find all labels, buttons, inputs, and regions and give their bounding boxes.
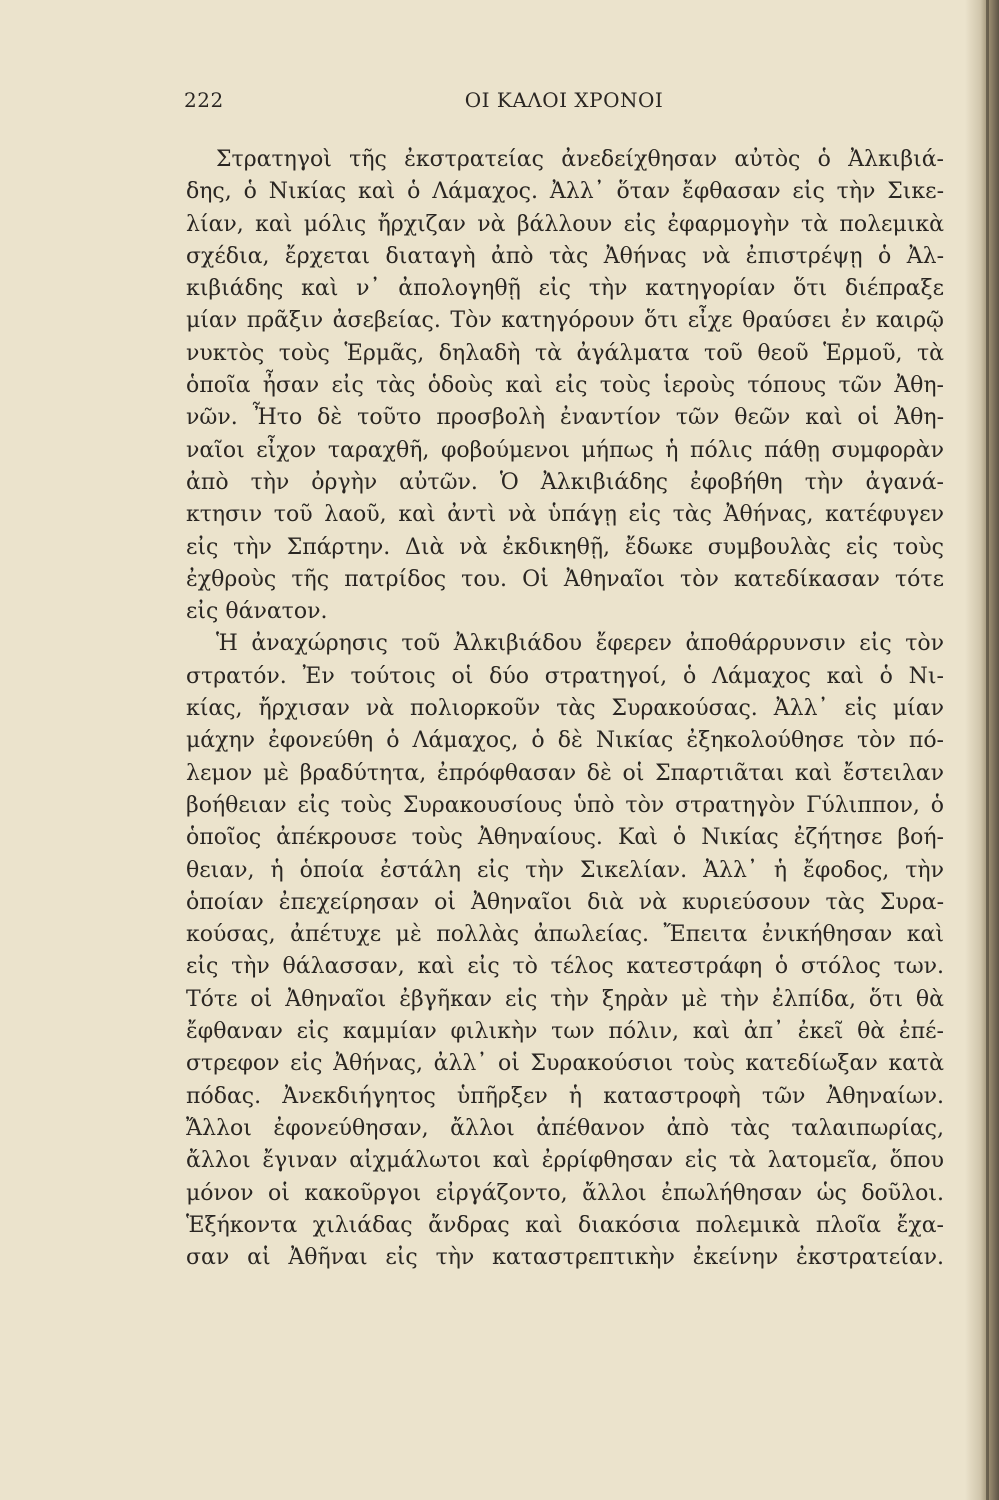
text-line: νυκτὸς τοὺς Ἑρμᾶς, δηλαδὴ τὰ ἀγάλματα τοῦ θεοῦ Ἑρμοῦ, τὰ bbox=[186, 340, 944, 366]
text-line: λεμον μὲ βραδύτητα, ἐπρόφθασαν δὲ οἱ Σπαρτιᾶται καὶ ἔστειλαν bbox=[186, 760, 944, 786]
text-line: ναῖοι εἶχον ταραχθῆ, φοβούμενοι μήπως ἡ πόλις πάθῃ συμφορὰν bbox=[186, 437, 944, 463]
text-line: στρεφον εἰς Ἀθήνας, ἀλλ᾽ οἱ Συρακούσιοι τοὺς κατεδίωξαν κατὰ bbox=[186, 1051, 944, 1077]
text-line: πόδας. Ἀνεκδιήγητος ὑπῆρξεν ἡ καταστροφὴ τῶν Ἀθηναίων. bbox=[186, 1083, 944, 1109]
text-line: εἰς τὴν Σπάρτην. Διὰ νὰ ἐκδικηθῇ, ἔδωκε συμβουλὰς εἰς τοὺς bbox=[186, 534, 944, 560]
text-line: νῶν. Ἦτο δὲ τοῦτο προσβολὴ ἐναντίον τῶν θεῶν καὶ οἱ Ἀθη- bbox=[186, 405, 944, 431]
text-line: Τότε οἱ Ἀθηναῖοι ἐβγῆκαν εἰς τὴν ξηρὰν μὲ τὴν ἐλπίδα, ὅτι θὰ bbox=[186, 986, 944, 1012]
text-line: ὁποῖα ἦσαν εἰς τὰς ὁδοὺς καὶ εἰς τοὺς ἱεροὺς τόπους τῶν Ἀθη- bbox=[186, 373, 944, 399]
text-line: θειαν, ἡ ὁποία ἐστάλη εἰς τὴν Σικελίαν. Ἀλλ᾽ ἡ ἔφοδος, τὴν bbox=[186, 857, 944, 883]
body-text bbox=[186, 144, 944, 1274]
text-line: Ἡ ἀναχώρησις τοῦ Ἀλκιβιάδου ἔφερεν ἀποθάρρυνσιν εἰς τὸν bbox=[216, 631, 944, 657]
text-line: Ἑξήκοντα χιλιάδας ἄνδρας καὶ διακόσια πολεμικὰ πλοῖα ἔχα- bbox=[186, 1212, 944, 1238]
text-line: σχέδια, ἔρχεται διαταγὴ ἀπὸ τὰς Ἀθήνας νὰ ἐπιστρέψῃ ὁ Ἀλ- bbox=[186, 243, 944, 269]
text-line: ἀπὸ τὴν ὀργὴν αὐτῶν. Ὁ Ἀλκιβιάδης ἐφοβήθη τὴν ἀγανά- bbox=[186, 469, 944, 495]
text-line: ἄλλοι ἔγιναν αἰχμάλωτοι καὶ ἐρρίφθησαν εἰς τὰ λατομεῖα, ὅπου bbox=[186, 1148, 944, 1174]
text-line: κτησιν τοῦ λαοῦ, καὶ ἀντὶ νὰ ὑπάγῃ εἰς τὰς Ἀθήνας, κατέφυγεν bbox=[186, 502, 944, 528]
text-line: εἰς τὴν θάλασσαν, καὶ εἰς τὸ τέλος κατεστράφη ὁ στόλος των. bbox=[186, 954, 944, 980]
text-line: σαν αἱ Ἀθῆναι εἰς τὴν καταστρεπτικὴν ἐκείνην ἐκστρατείαν. bbox=[186, 1245, 944, 1271]
page-number: 222 bbox=[184, 88, 224, 112]
text-line: κιβιάδης καὶ ν᾽ ἀπολογηθῇ εἰς τὴν κατηγορίαν ὅτι διέπραξε bbox=[186, 276, 944, 302]
text-line: Ἄλλοι ἐφονεύθησαν, ἄλλοι ἀπέθανον ἀπὸ τὰς ταλαιπωρίας, bbox=[186, 1115, 944, 1141]
text-line: στρατόν. Ἐν τούτοις οἱ δύο στρατηγοί, ὁ Λάμαχος καὶ ὁ Νι- bbox=[186, 663, 944, 689]
binding-shadow bbox=[965, 0, 999, 1500]
text-line: μίαν πρᾶξιν ἀσεβείας. Τὸν κατηγόρουν ὅτι εἶχε θραύσει ἐν καιρῷ bbox=[186, 308, 944, 334]
text-line: κίας, ἤρχισαν νὰ πολιορκοῦν τὰς Συρακούσας. Ἀλλ᾽ εἰς μίαν bbox=[186, 696, 944, 722]
text-line: δης, ὁ Νικίας καὶ ὁ Λάμαχος. Ἀλλ᾽ ὅταν ἔφθασαν εἰς τὴν Σικε- bbox=[186, 179, 944, 205]
text-line: ὁποίαν ἐπεχείρησαν οἱ Ἀθηναῖοι διὰ νὰ κυριεύσουν τὰς Συρα- bbox=[186, 889, 944, 915]
text-line: μάχην ἐφονεύθη ὁ Λάμαχος, ὁ δὲ Νικίας ἐξηκολούθησε τὸν πό- bbox=[186, 728, 944, 754]
text-line: ἐχθροὺς τῆς πατρίδος του. Οἱ Ἀθηναῖοι τὸν κατεδίκασαν τότε bbox=[186, 566, 944, 592]
binding-edge bbox=[986, 0, 989, 1500]
running-title: ΟΙ ΚΑΛΟΙ ΧΡΟΝΟΙ bbox=[464, 88, 664, 112]
text-line: μόνον οἱ κακοῦργοι εἰργάζοντο, ἄλλοι ἐπωλήθησαν ὡς δοῦλοι. bbox=[186, 1180, 944, 1206]
page-header bbox=[184, 88, 944, 118]
text-line: Στρατηγοὶ τῆς ἐκστρατείας ἀνεδείχθησαν αὐτὸς ὁ Ἀλκιβιά- bbox=[216, 147, 944, 172]
text-line: ἔφθαναν εἰς καμμίαν φιλικὴν των πόλιν, καὶ ἀπ᾽ ἐκεῖ θὰ ἐπέ- bbox=[186, 1019, 944, 1045]
text-line: ὁποῖος ἀπέκρουσε τοὺς Ἀθηναίους. Καὶ ὁ Νικίας ἐζήτησε βοή- bbox=[186, 825, 944, 851]
text-line: βοήθειαν εἰς τοὺς Συρακουσίους ὑπὸ τὸν στρατηγὸν Γύλιππον, ὁ bbox=[186, 792, 944, 818]
text-line: κούσας, ἀπέτυχε μὲ πολλὰς ἀπωλείας. Ἔπειτα ἐνικήθησαν καὶ bbox=[186, 922, 944, 948]
text-line: εἰς θάνατον. bbox=[186, 599, 328, 625]
text-line: λίαν, καὶ μόλις ἤρχιζαν νὰ βάλλουν εἰς ἐφαρμογὴν τὰ πολεμικὰ bbox=[186, 211, 944, 237]
